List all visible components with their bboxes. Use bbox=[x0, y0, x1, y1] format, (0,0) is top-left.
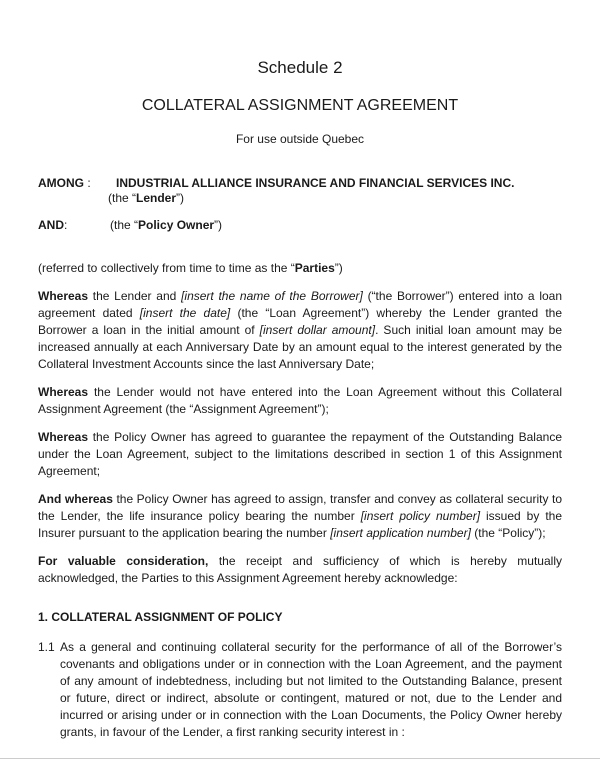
lender-definition bbox=[108, 190, 184, 207]
referred-post: ”) bbox=[334, 261, 343, 275]
recital-text: (the “Policy”); bbox=[470, 526, 546, 540]
recital-3 bbox=[38, 429, 562, 480]
party-and bbox=[38, 217, 67, 234]
recital-text: issued by the Insurer pursuant to the application bearing the number bbox=[38, 509, 563, 540]
recital-text: . Such initial loan amount may be increased annually at each Anniversary Date by an amount equal to the interest generated by the Collateral Investment Accounts since the last Anniversary Date; bbox=[38, 323, 562, 371]
clause-1-1 bbox=[38, 639, 562, 741]
recital-1 bbox=[38, 288, 562, 373]
document-body bbox=[38, 260, 562, 752]
placeholder-date: [insert the date] bbox=[139, 306, 231, 320]
recital-4 bbox=[38, 491, 562, 542]
placeholder-application-number: [insert application number] bbox=[330, 526, 471, 540]
clause-number: 1.1 bbox=[38, 640, 55, 654]
recital-lead: Whereas bbox=[38, 289, 89, 303]
recital-text: the Policy Owner has agreed to assign, transfer and convey as collateral security to the Lender, the life insurance policy bearing the number bbox=[38, 492, 562, 523]
referred-pre: (referred to collectively from time to time as the “ bbox=[38, 261, 295, 275]
owner-post: ”) bbox=[214, 218, 223, 232]
recital-text: (the “Loan Agreement”) whereby the Lender granted the Borrower a loan in the initial amount of bbox=[38, 306, 563, 337]
lender-post: ”) bbox=[176, 191, 185, 205]
schedule-label: Schedule 2 bbox=[257, 58, 343, 77]
recital-lead: Whereas bbox=[38, 385, 89, 399]
recital-lead: Whereas bbox=[38, 430, 89, 444]
lender-name: INDUSTRIAL ALLIANCE INSURANCE AND FINANCIAL SERVICES INC. bbox=[116, 176, 515, 190]
recital-lead: For valuable consideration, bbox=[38, 554, 209, 568]
parties-definition bbox=[38, 260, 562, 277]
recital-text: (“the Borrower”) entered into a loan agreement dated bbox=[38, 289, 563, 320]
recital-2 bbox=[38, 384, 562, 418]
recital-5 bbox=[38, 553, 562, 587]
placeholder-amount: [insert dollar amount] bbox=[259, 323, 376, 337]
placeholder-policy-number: [insert policy number] bbox=[360, 509, 481, 523]
owner-term: Policy Owner bbox=[138, 218, 215, 232]
placeholder-borrower: [insert the name of the Borrower] bbox=[181, 289, 363, 303]
owner-pre: (the “ bbox=[110, 218, 139, 232]
among-label: AMONG bbox=[38, 176, 84, 190]
recital-text: the Lender would not have entered into the Loan Agreement without this Collateral Assignment Agreement (the “Assignment Agreement”); bbox=[38, 385, 562, 416]
clause-text: As a general and continuing collateral security for the performance of all of the Borrower’s covenants and obligations under or in connection with the Loan Agreement, and the payment of any amount of indebtedness, including but not limited to the Outstanding Balance, present or future, direct or indirect, absolute or contingent, matured or not, due to the Lender and incurred or arising under or in connection with the Loan Documents, the Policy Owner hereby grants, in favour of the Lender, a first ranking security interest in : bbox=[60, 640, 562, 739]
section-1-heading: 1. COLLATERAL ASSIGNMENT OF POLICY bbox=[38, 610, 283, 624]
and-sep: : bbox=[64, 218, 68, 232]
owner-definition bbox=[110, 217, 222, 234]
lender-pre: (the “ bbox=[108, 191, 137, 205]
and-label: AND bbox=[38, 218, 64, 232]
recital-text: the receipt and sufficiency of which is hereby mutually acknowledged, the Parties to this Assignment Agreement hereby acknowledge: bbox=[38, 554, 562, 585]
recital-text: the Policy Owner has agreed to guarantee the repayment of the Outstanding Balance under the Loan Agreement, subject to the limitations described in section 1 of this Assignment Agreement; bbox=[38, 430, 562, 478]
document-title: COLLATERAL ASSIGNMENT AGREEMENT bbox=[141, 97, 459, 114]
recital-text: the Lender and bbox=[88, 289, 182, 303]
lender-term: Lender bbox=[136, 191, 177, 205]
recital-lead: And whereas bbox=[38, 492, 113, 506]
among-sep: : bbox=[84, 176, 91, 190]
party-among bbox=[38, 175, 91, 192]
referred-term: Parties bbox=[294, 261, 335, 275]
document-subtitle: For use outside Quebec bbox=[235, 132, 365, 146]
